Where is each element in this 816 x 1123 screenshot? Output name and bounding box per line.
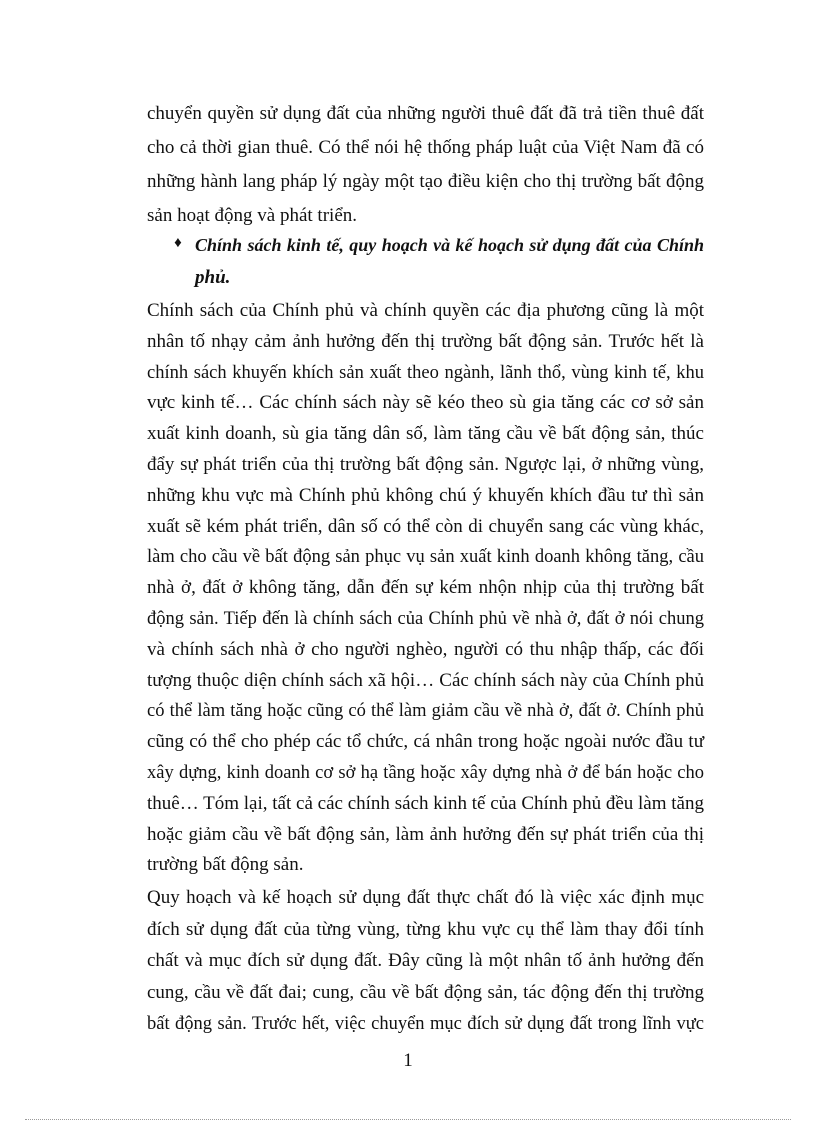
text-line: xây dựng, kinh doanh cơ sở hạ tầng hoặc xây dựng nhà ở để bán hoặc cho xyxy=(147,763,704,783)
text-line: có thể làm tăng hoặc cũng có thể làm giảm cầu về nhà ở, đất ở. Chính phủ xyxy=(147,701,704,722)
text-line: hoặc giảm cầu về bất động sản, làm ảnh hưởng đến sự phát triển của thị xyxy=(147,823,704,845)
text-line: Chính sách của Chính phủ và chính quyền các địa phương cũng là một xyxy=(147,300,704,321)
text-line: chính sách khuyến khích sản xuất theo ngành, lãnh thổ, vùng kinh tế, khu xyxy=(147,362,704,383)
text-line: chất và mục đích sử dụng đất. Đây cũng là một nhân tố ảnh hưởng đến xyxy=(147,950,704,971)
text-line: nhà ở, đất ở không tăng, dẫn đến sự kém nhộn nhịp của thị trường bất xyxy=(147,577,704,599)
text-line: làm cho cầu về bất động sản phục vụ sản xuất kinh doanh không tăng, cầu xyxy=(147,547,704,568)
text-line: nhân tố nhạy cảm ảnh hưởng đến thị trường bất động sản. Trước hết là xyxy=(147,330,704,352)
text-line: thuê… Tóm lại, tất cả các chính sách kinh tế của Chính phủ đều làm tăng xyxy=(147,792,704,814)
text-line: trường bất động sản. xyxy=(147,854,304,876)
text-line: đích sử dụng đất của từng vùng, từng khu vực cụ thể làm thay đổi tính xyxy=(147,918,704,940)
text-line: cung, cầu về đất đai; cung, cầu về bất động sản, tác động đến thị trường xyxy=(147,981,704,1003)
text-line: đẩy sự phát triển của thị trường bất động sản. Ngược lại, ở những vùng, xyxy=(147,454,704,475)
text-line: bất động sản. Trước hết, việc chuyển mục đích sử dụng đất trong lĩnh vực xyxy=(147,1014,704,1034)
text-line: cho cả thời gian thuê. Có thể nói hệ thống pháp luật của Việt Nam đã có xyxy=(147,137,704,158)
text-line: và chính sách nhà ở cho người nghèo, người có thu nhập thấp, các đối xyxy=(147,638,704,660)
text-line: động sản. Tiếp đến là chính sách của Chính phủ về nhà ở, đất ở nói chung xyxy=(147,609,704,629)
page-number: 1 xyxy=(403,1050,413,1071)
diamond-bullet-icon: ♦ xyxy=(174,235,182,251)
heading-line: phủ. xyxy=(195,267,231,288)
heading-line: Chính sách kinh tế, quy hoạch và kế hoạch sử dụng đất của Chính xyxy=(195,235,704,255)
text-line: vực kinh tế… Các chính sách này sẽ kéo theo sù gia tăng các cơ sở sản xyxy=(147,392,704,414)
footer-divider xyxy=(25,1119,791,1120)
text-line: những khu vực mà Chính phủ không chú ý khuyến khích đầu tư thì sản xyxy=(147,484,704,506)
text-line: cũng có thể cho phép các tổ chức, cá nhân trong hoặc ngoài nước đầu tư xyxy=(147,731,704,753)
text-line: xuất sẽ kém phát triển, dân số có thể còn di chuyển sang các vùng khác, xyxy=(147,515,704,537)
text-line: Quy hoạch và kế hoạch sử dụng đất thực chất đó là việc xác định mục xyxy=(147,887,704,908)
text-line: sản hoạt động và phát triển. xyxy=(147,205,358,226)
text-line: những hành lang pháp lý ngày một tạo điều kiện cho thị trường bất động xyxy=(147,171,704,192)
text-line: tượng thuộc diện chính sách xã hội… Các chính sách này của Chính phủ xyxy=(147,669,704,691)
text-line: chuyển quyền sử dụng đất của những người thuê đất đã trả tiền thuê đất xyxy=(147,103,704,124)
text-line: xuất kinh doanh, sù gia tăng dân số, làm tăng cầu về bất động sản, thúc xyxy=(147,423,704,445)
